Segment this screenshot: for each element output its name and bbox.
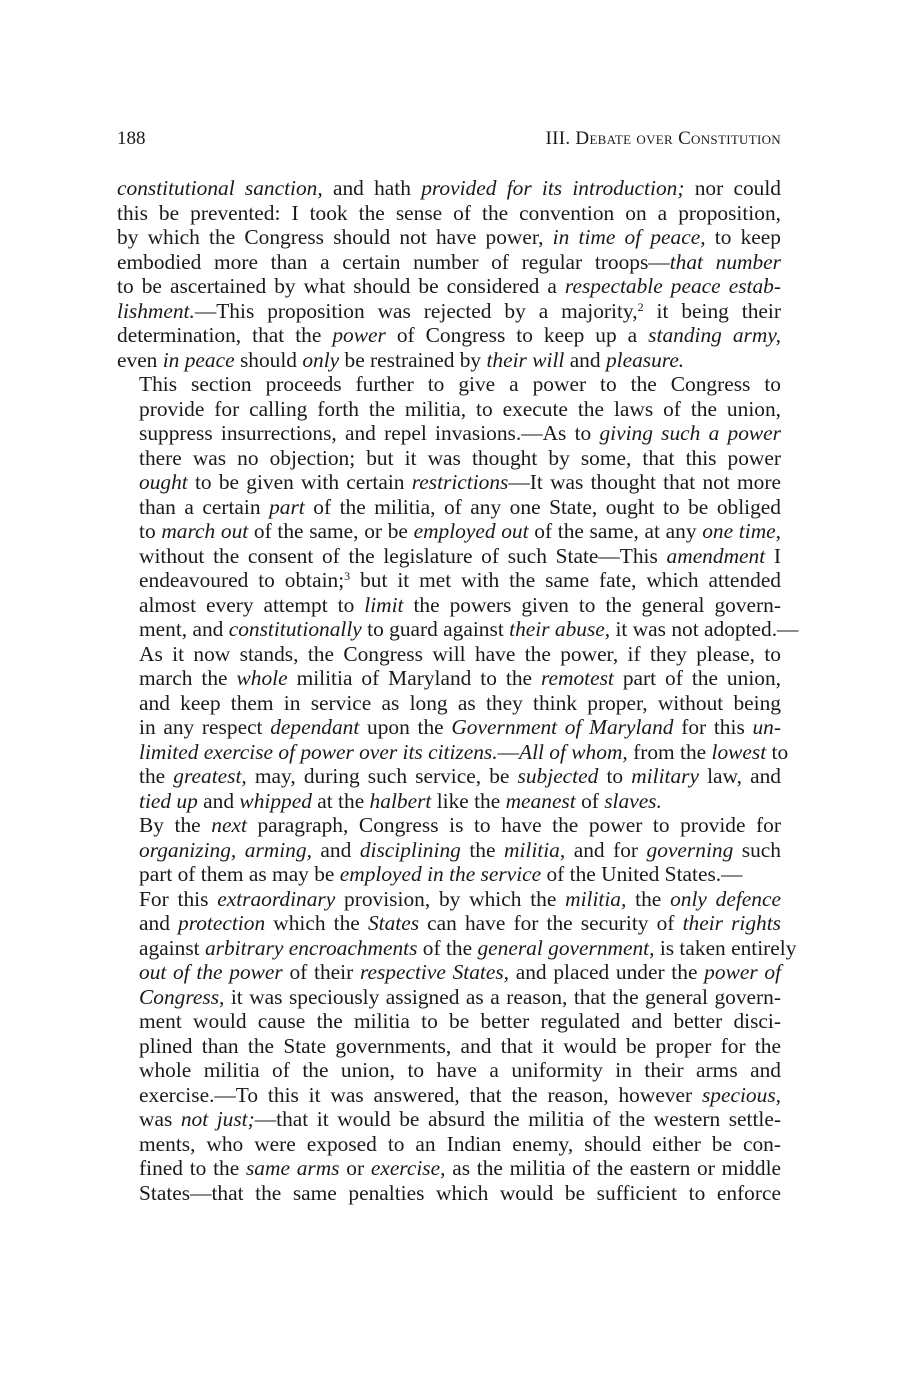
text-run: militia of Maryland to the [287,666,541,690]
text-run: of the militia, of any one State, ought to be obliged [304,494,781,519]
italic-run: their rights [682,911,782,935]
italic-run: dependant [270,715,360,739]
italic-run: standing army, [648,323,781,347]
footnote-ref: 2 [637,299,644,314]
text-run: of the same, or be [248,519,414,543]
text-line [117,985,781,1010]
text-run: even [117,347,163,372]
italic-run: whole [236,666,288,690]
text-line [117,397,781,422]
text-line [117,960,781,985]
text-line [117,274,781,299]
text-line [117,1107,781,1132]
italic-run: constitutional sanction, [117,176,323,200]
italic-run: respectable peace estab- [564,274,781,298]
text-run: part of the union, [613,666,782,690]
italic-run: governing [646,837,734,862]
text-line [117,715,781,740]
italic-run: only defence [670,886,781,911]
text-line [117,323,781,348]
text-run: endeavoured to obtain; [139,568,345,592]
italic-run: restrictions [411,470,509,494]
text-run: almost every attempt to [139,592,365,617]
italic-run: States [367,911,420,935]
text-run: and [564,347,606,372]
text-run: paragraph, Congress is to have the power to provide for [246,813,781,837]
text-run: I [765,543,781,568]
text-run: is taken entirely [654,935,797,960]
text-run: —that it would be absurd the militia of the western settle- [254,1107,781,1131]
text-line [117,1083,781,1108]
text-run: but it met with the same fate, which attended [350,568,782,592]
italic-run: same arms [245,1156,340,1180]
text-line [117,935,797,961]
italic-run: protection [178,911,266,935]
italic-run: un- [752,715,781,739]
italic-run: Government of Maryland [451,715,674,739]
italic-run: in peace [162,347,235,372]
italic-run: pleasure. [605,347,685,372]
text-run: it was not adopted.— [610,617,799,641]
text-run: the powers given to the general govern- [403,592,781,617]
italic-run: meanest [505,788,576,813]
italic-run: tied up [139,788,198,813]
text-run: plined than the State governments, and that it would be proper for the [139,1033,781,1058]
text-run: can have for the security of [419,911,683,935]
text-run: As it now stands, the Congress will have the power, if they please, to [139,641,781,666]
text-run: may, during such service, be [246,764,518,788]
text-run: By the [139,813,212,837]
text-run: without the consent of the legislature of such State—This [139,543,667,568]
italic-run: lishment. [117,298,195,323]
text-run: —It was thought that not more [508,470,781,494]
text-run: from the [627,739,712,764]
text-run: and [197,788,240,813]
text-line [117,348,781,373]
text-line [117,813,781,838]
text-run: of [575,788,605,813]
text-run: as the militia of the eastern or middle [445,1156,782,1180]
text-line [117,1181,781,1206]
italic-run: military [631,764,699,788]
text-line [117,617,799,642]
italic-run: disciplining [359,837,461,862]
text-run: than a certain [139,494,270,519]
text-run: should [234,347,303,372]
text-run: of the [417,935,478,960]
text-run: to guard against [361,617,510,641]
text-run: part of them as may be [139,862,340,886]
running-head [117,128,781,150]
text-line [117,176,781,201]
text-line [117,666,781,691]
italic-run: employed in the service [339,862,542,886]
italic-run: Congress, [139,984,225,1009]
text-run: to keep [705,225,781,249]
text-run: fined to the [139,1156,246,1180]
running-title: III. Debate over Constitution [545,128,781,149]
paragraph [117,813,781,887]
italic-run: their abuse, [509,617,611,641]
text-line [117,1034,781,1059]
text-line [117,544,781,569]
text-run: exercise.—To this it was answered, that the reason, however [139,1082,702,1107]
text-line [117,691,781,716]
text-run: provide for calling forth the militia, to execute the laws of the union, [139,396,781,421]
text-run: — [497,739,519,764]
text-run: it was speciously assigned as a reason, that the general govern- [224,984,781,1009]
text-run: for this [673,715,753,739]
italic-run: subjected [517,764,599,788]
text-run: of the same, at any [528,519,703,543]
italic-run: All of whom, [519,739,628,764]
text-run: and for [565,837,647,862]
text-run: such [733,837,781,862]
italic-run: respective States, [359,960,510,984]
italic-run: specious, [701,1082,781,1107]
text-run: —This proposition was rejected by a majority, [194,298,638,323]
italic-run: not just; [180,1107,255,1131]
text-run: the [139,764,174,788]
text-run: be restrained by [339,347,487,372]
text-run: law, and [698,764,781,788]
text-run: march the [139,666,237,690]
text-line [117,568,781,593]
text-run: by which the Congress should not have power, [117,225,553,249]
italic-run: their will [486,347,565,372]
text-run: to be ascertained by what should be considered a [117,274,565,298]
text-line [117,421,781,446]
italic-run: militia, [565,886,627,911]
text-run: like the [431,788,506,813]
text-run: and [139,911,179,935]
italic-run: remotest [541,666,614,690]
text-line [117,887,781,912]
text-run: the [460,837,504,862]
italic-run: extraordinary [217,886,336,911]
paragraph [117,176,781,372]
text-run: This section proceeds further to give a power to the Congress to [139,372,781,396]
text-line [117,593,781,618]
paragraph [117,372,799,813]
italic-run: power [332,323,386,347]
italic-run: provided for its introduction; [421,176,685,200]
text-line [117,495,781,520]
text-run: to [766,739,789,764]
text-run: determination, that the [117,323,333,347]
text-run: and hath [322,176,422,200]
text-run: of their [282,960,360,984]
text-run: in any respect [139,715,271,739]
italic-run: exercise, [370,1156,446,1180]
text-run: it being their [643,298,781,323]
text-line [117,862,781,887]
italic-run: part [269,494,305,519]
italic-run: march out [161,519,249,543]
italic-run: slaves. [604,788,662,813]
text-run: whole militia of the union, to have a uniformity in their arms and [139,1058,781,1082]
page-number: 188 [117,128,146,149]
italic-run: one time, [702,519,781,543]
italic-run: in time of peace, [552,225,706,249]
text-run: the [626,886,671,911]
italic-run: lowest [711,739,767,764]
text-line [117,1132,781,1157]
text-run: ment would cause the militia to be better regulated and better disci- [139,1009,781,1033]
text-line [117,764,781,789]
italic-run: out of the power [139,960,283,984]
text-run: against [139,935,205,960]
text-line [117,372,781,397]
text-line [117,1009,781,1034]
text-run: to [598,764,632,788]
italic-run: next [211,813,247,837]
text-run: to be given with certain [187,470,412,494]
text-run: at the [311,788,370,813]
italic-run: limited exercise of power over its citizens. [139,739,498,764]
text-line [117,642,781,667]
italic-run: limit [364,592,404,617]
italic-run: greatest, [173,764,247,788]
paragraph [117,886,797,1206]
text-run: there was no objection; but it was thought by some, that this power [139,445,781,470]
footnote-ref: 3 [344,569,351,583]
italic-run: organizing, arming, [139,837,312,862]
text-run: this be prevented: I took the sense of the convention on a proposition, [117,200,781,225]
italic-run: ought [139,470,188,494]
text-run: States—that the same penalties which would be sufficient to enforce [139,1180,781,1205]
italic-run: amendment [666,543,766,568]
text-run: ments, who were exposed to an Indian enemy, should either be con- [139,1131,781,1156]
text-run: which the [265,911,368,935]
text-line [117,1058,781,1083]
italic-run: arbitrary encroachments [204,935,418,960]
body-text [117,176,799,1205]
text-run: provision, by which the [335,886,566,911]
text-line [117,470,781,495]
text-run: and placed under the [509,960,705,984]
text-run: upon the [359,715,452,739]
text-run: nor could [684,176,781,200]
italic-run: constitutionally [228,617,362,641]
text-run: and keep them in service as long as they think proper, without being [139,690,781,715]
text-run: embodied more than a certain number of regular troops— [117,249,670,274]
text-run: For this [139,886,218,911]
text-line [117,201,781,226]
italic-run: general government, [477,935,655,960]
italic-run: that number [669,249,781,274]
text-run: suppress insurrections, and repel invasions.—As to [139,421,600,445]
italic-run: employed out [413,519,529,543]
text-run: was [139,1107,181,1131]
text-run: and [311,837,360,862]
text-run: ment, and [139,617,229,641]
text-run: or [339,1156,371,1180]
text-line [117,789,781,814]
text-line [117,446,781,471]
text-run: to [139,519,162,543]
text-line [117,1156,781,1181]
text-line [117,225,781,250]
italic-run: militia, [503,837,566,862]
text-line [117,911,781,936]
italic-run: giving such a power [599,421,781,445]
italic-run: halbert [369,788,432,813]
italic-run: power of [704,960,782,984]
italic-run: whipped [239,788,312,813]
text-run: of the United States.— [541,862,743,886]
text-line [117,519,781,544]
italic-run: only [302,347,340,372]
text-line [117,739,789,765]
text-line [117,838,781,863]
text-line [117,250,781,275]
text-line [117,299,781,324]
text-run: of Congress to keep up a [385,323,649,347]
